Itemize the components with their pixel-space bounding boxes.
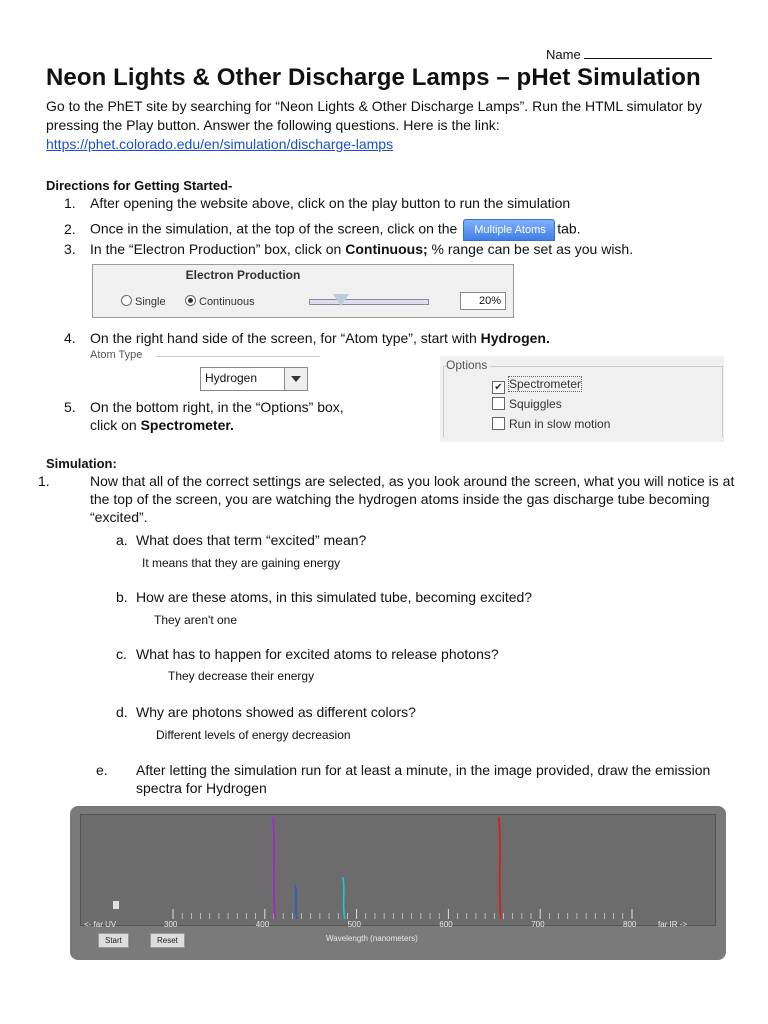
- single-radio[interactable]: Single: [121, 295, 166, 308]
- step-3: 3. In the “Electron Production” box, click on Continuous; % range can be set as you wish.: [64, 241, 634, 257]
- tick-label-700: 700: [531, 920, 545, 929]
- simulation-heading: Simulation:: [46, 456, 117, 471]
- photon-counter-marker: [113, 901, 119, 909]
- emission-line-434nm: [295, 885, 297, 919]
- name-label: Name: [546, 47, 581, 62]
- tick-label-300: 300: [164, 920, 178, 929]
- name-field: [546, 46, 712, 62]
- rate-slider-track[interactable]: [309, 299, 429, 305]
- start-button[interactable]: Start: [98, 933, 129, 948]
- electron-production-title: Electron Production: [185, 268, 301, 282]
- tick-label-500: 500: [347, 920, 361, 929]
- question-1: 1. Now that all of the correct settings are selected, as you look around the screen, what you will notice is at the top of the screen, you are watching the hydrogen atoms inside the gas discharge tube becoming “excited”.: [38, 473, 735, 525]
- options-panel: [440, 356, 724, 442]
- chevron-down-icon[interactable]: [284, 368, 307, 390]
- tick-label-400: 400: [255, 920, 270, 929]
- tick-label-600: 600: [439, 920, 453, 929]
- tick-labels: [70, 920, 726, 930]
- step-4: 4. On the right hand side of the screen, for “Atom type”, start with Hydrogen.: [64, 330, 550, 346]
- question-d: d. Why are photons showed as different colors?: [116, 704, 416, 720]
- options-legend: Options: [446, 358, 490, 372]
- question-a: a. What does that term “excited” mean?: [116, 532, 367, 548]
- spectrometer-plot: [81, 815, 715, 925]
- checkbox-empty-icon: [492, 417, 505, 430]
- emission-line-656nm: [499, 817, 501, 919]
- answer-d: Different levels of energy decreasion: [156, 728, 351, 742]
- intro-paragraph: [46, 97, 736, 154]
- rate-input[interactable]: 20%: [460, 292, 506, 310]
- directions-heading: Directions for Getting Started-: [46, 178, 233, 193]
- spectrometer-checkbox[interactable]: ✔ Spectrometer: [492, 377, 581, 394]
- squiggles-checkbox[interactable]: Squiggles: [492, 397, 562, 411]
- far-ir-label: far IR ->: [658, 920, 688, 929]
- step-5: 5. On the bottom right, in the “Options” box, click on Spectrometer.: [64, 399, 344, 433]
- tick-label-800: 800: [623, 920, 637, 929]
- intro-text: Go to the PhET site by searching for “Neon Lights & Other Discharge Lamps”. Run the HTML simulator by pressing the Play button. Answer the following questions. Here is the link:: [46, 98, 702, 133]
- electron-production-panel: [92, 264, 514, 318]
- atom-type-value: Hydrogen: [205, 371, 258, 385]
- emission-line-486nm: [343, 877, 345, 919]
- answer-b: They aren't one: [154, 613, 238, 627]
- far-uv-label: <- far UV: [84, 920, 117, 929]
- slow-motion-checkbox[interactable]: Run in slow motion: [492, 417, 610, 431]
- checkbox-empty-icon: [492, 397, 505, 410]
- answer-c: They decrease their energy: [168, 669, 315, 683]
- step-2: 2. Once in the simulation, at the top of the screen, click on the Multiple Atoms tab.: [64, 219, 581, 241]
- radio-off-icon: [121, 295, 132, 306]
- phet-link[interactable]: https://phet.colorado.edu/en/simulation/discharge-lamps: [46, 136, 394, 152]
- page-title: Neon Lights & Other Discharge Lamps – pHet Simulation: [46, 64, 701, 91]
- reset-button[interactable]: Reset: [150, 933, 185, 948]
- step-1: 1. After opening the website above, click on the play button to run the simulation: [64, 195, 571, 211]
- answer-a: It means that they are gaining energy: [142, 556, 341, 570]
- continuous-radio[interactable]: Continuous: [185, 295, 255, 308]
- emission-line-410nm: [273, 817, 275, 919]
- atom-type-select[interactable]: [200, 367, 308, 391]
- question-e: e. After letting the simulation run for at least a minute, in the image provided, draw the emission spectra for Hydrogen: [96, 762, 711, 796]
- name-blank[interactable]: [584, 46, 712, 59]
- multiple-atoms-tab[interactable]: Multiple Atoms: [463, 219, 555, 241]
- question-c: c. What has to happen for excited atoms to release photons?: [116, 646, 499, 662]
- atom-type-legend: Atom Type: [90, 349, 143, 361]
- checkmark-icon: ✔: [492, 381, 505, 394]
- atom-type-panel: [90, 349, 320, 399]
- question-b: b. How are these atoms, in this simulated tube, becoming excited?: [116, 589, 533, 605]
- wavelength-axis-label: Wavelength (nanometers): [326, 934, 418, 943]
- spectrometer-screen: [80, 814, 716, 926]
- rate-slider-thumb[interactable]: [333, 294, 349, 306]
- radio-on-icon: [185, 295, 196, 306]
- spectrometer-panel: [70, 806, 726, 960]
- atom-type-divider: [156, 356, 320, 357]
